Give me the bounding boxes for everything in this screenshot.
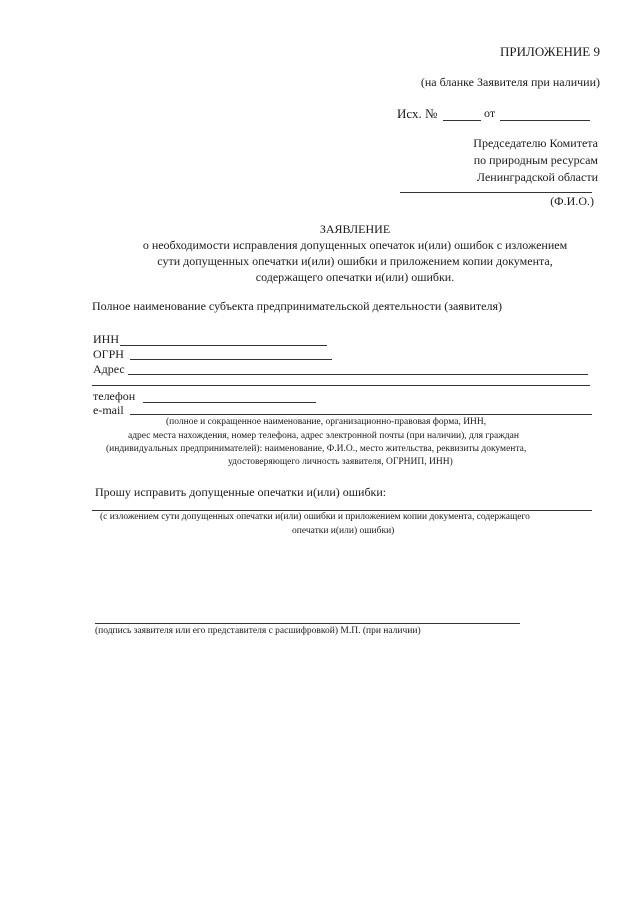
phone-label: телефон — [93, 389, 136, 403]
signature-note: (подпись заявителя или его представителя с расшифровкой) М.П. (при наличии) — [95, 626, 421, 636]
applicant-note-line-3: (индивидуальных предпринимателей): наименование, Ф.И.О., место жительства, реквизиты документа, — [106, 444, 527, 454]
address-label: Адрес — [93, 362, 125, 376]
applicant-note-line-4: удостоверяющего личность заявителя, ОГРНИП, ИНН) — [228, 457, 453, 467]
ogrn-field[interactable] — [130, 359, 332, 360]
inn-label: ИНН — [93, 332, 119, 346]
title-line-1: о необходимости исправления допущенных опечаток и(или) ошибок с изложением — [142, 238, 568, 252]
signature-field[interactable] — [95, 623, 520, 624]
document-title: ЗАЯВЛЕНИЕ — [319, 222, 391, 236]
title-line-3: содержащего опечатки и(или) ошибки. — [255, 270, 455, 284]
fio-field[interactable] — [400, 192, 592, 193]
ogrn-label: ОГРН — [93, 347, 124, 361]
email-field[interactable] — [130, 414, 592, 415]
addressee-line-1: Председателю Комитета — [473, 136, 598, 150]
ref-from-label: от — [484, 106, 496, 120]
request-field[interactable] — [92, 510, 592, 511]
title-line-2: сути допущенных опечатки и(или) ошибки и приложением копии документа, — [157, 254, 553, 268]
ref-number-field[interactable] — [443, 120, 481, 121]
appendix-label: ПРИЛОЖЕНИЕ 9 — [500, 44, 600, 59]
fio-label: (Ф.И.О.) — [550, 194, 594, 208]
address-field-continued[interactable] — [92, 385, 590, 386]
applicant-full-name-label: Полное наименование субъекта предпринимательской деятельности (заявителя) — [92, 299, 502, 313]
applicant-note-line-2: адрес места нахождения, номер телефона, адрес электронной почты (при наличии), для граждан — [128, 431, 519, 441]
request-note-line-1: (с изложением сути допущенных опечатки и(или) ошибки и приложением копии документа, содержащего — [100, 512, 530, 522]
addressee-line-3: Ленинградской области — [476, 170, 598, 184]
phone-field[interactable] — [143, 402, 316, 403]
address-field[interactable] — [128, 374, 588, 375]
request-label: Прошу исправить допущенные опечатки и(или) ошибки: — [95, 485, 387, 499]
letterhead-note: (на бланке Заявителя при наличии) — [420, 75, 600, 89]
applicant-note-line-1: (полное и сокращенное наименование, организационно-правовая форма, ИНН, — [166, 417, 487, 427]
email-label: e-mail — [93, 403, 124, 417]
ref-date-field[interactable] — [500, 120, 590, 121]
ref-prefix: Исх. № — [397, 106, 438, 121]
inn-field[interactable] — [120, 345, 327, 346]
addressee-line-2: по природным ресурсам — [473, 153, 598, 167]
request-note-line-2: опечатки и(или) ошибки) — [292, 526, 395, 536]
